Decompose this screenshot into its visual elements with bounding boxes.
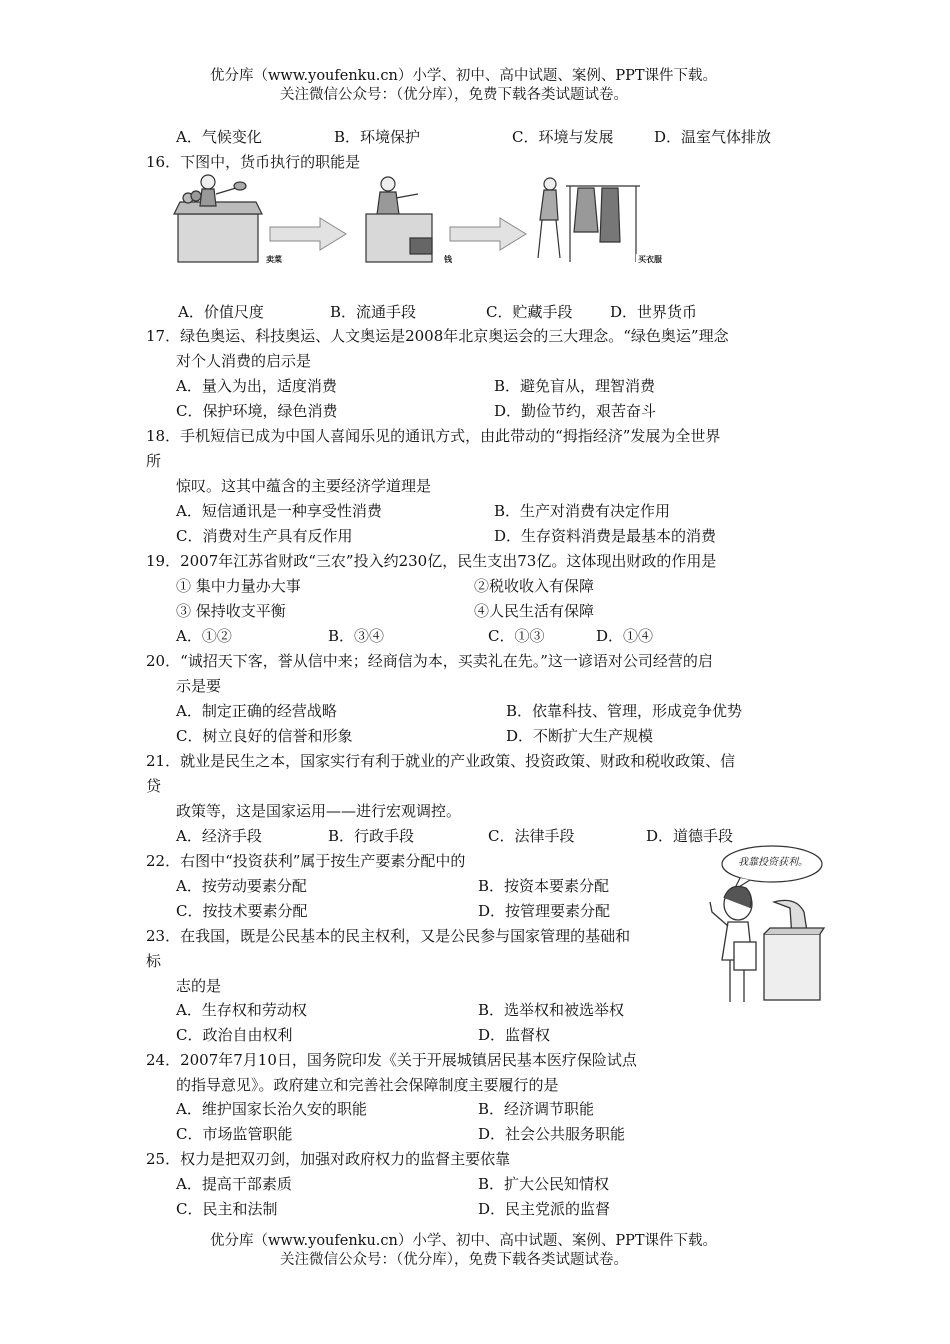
q15-option-c: C．环境与发展 [512, 128, 614, 146]
q16-caption-money: 钱 [444, 254, 452, 264]
q23-stem-line-2: 标 [146, 952, 162, 970]
q19-option-c: C．①③ [488, 627, 545, 645]
q25-option-c: C．民主和法制 [176, 1200, 278, 1218]
q17-option-b: B．避免盲从，理智消费 [494, 377, 656, 395]
q25-option-d: D．民主党派的监督 [478, 1200, 611, 1218]
arrow-2 [450, 218, 526, 250]
q17-stem-line-2: 对个人消费的启示是 [176, 352, 312, 370]
q19-item-3: ③ 保持收支平衡 [176, 602, 286, 620]
footer-line-1: 优分库（www.youfenku.cn）小学、初中、高中试题、案例、PPT课件下载。 [210, 1233, 718, 1249]
q22-stem: 22．右图中“投资获利”属于按生产要素分配中的 [146, 852, 466, 870]
q18-option-d: D．生存资料消费是最基本的消费 [494, 527, 717, 545]
q25-option-b: B．扩大公民知情权 [478, 1175, 610, 1193]
q24-stem-line-1: 24．2007年7月10日，国务院印发《关于开展城镇居民基本医疗保险试点 [146, 1051, 637, 1069]
q17-stem-line-1: 17．绿色奥运、科技奥运、人文奥运是2008年北京奥运会的三大理念。“绿色奥运”理念 [146, 327, 729, 345]
q20-option-a: A．制定正确的经营战略 [176, 702, 337, 720]
q19-option-d: D．①④ [596, 627, 654, 645]
q16-option-b: B．流通手段 [330, 303, 417, 321]
q18-option-b: B．生产对消费有决定作用 [494, 502, 671, 520]
q15-option-a: A．气候变化 [176, 128, 262, 146]
q24-option-a: A．维护国家长治久安的职能 [176, 1100, 367, 1118]
q22-option-b: B．按资本要素分配 [478, 877, 610, 895]
q19-item-1: ① 集中力量办大事 [176, 577, 301, 595]
q21-option-d: D．道德手段 [646, 827, 734, 845]
q18-option-c: C．消费对生产具有反作用 [176, 527, 353, 545]
q22-option-c: C．按技术要素分配 [176, 902, 308, 920]
footer-line-2: 关注微信公众号：（优分库），免费下载各类试题试卷。 [280, 1252, 628, 1268]
q21-option-b: B．行政手段 [328, 827, 415, 845]
q17-option-d: D．勤俭节约，艰苦奋斗 [494, 402, 657, 420]
q21-option-a: A．经济手段 [176, 827, 262, 845]
q16-money-illustration [170, 172, 690, 272]
q25-option-a: A．提高干部素质 [176, 1175, 292, 1193]
header-line-1: 优分库（www.youfenku.cn）小学、初中、高中试题、案例、PPT课件下载。 [210, 68, 718, 84]
q22-option-a: A．按劳动要素分配 [176, 877, 307, 895]
clothes-buying-figure [538, 178, 640, 262]
q20-option-c: C．树立良好的信誉和形象 [176, 727, 353, 745]
q18-stem-line-3: 惊叹。这其中蕴含的主要经济学道理是 [176, 477, 432, 495]
q20-option-b: B．依靠科技、管理，形成竞争优势 [506, 702, 743, 720]
vegetable-seller-figure [174, 175, 262, 262]
arrow-1 [270, 218, 346, 250]
q15-option-d: D．温室气体排放 [654, 128, 772, 146]
q23-stem-line-1: 23．在我国，既是公民基本的民主权利，又是公民参与国家管理的基础和 [146, 927, 631, 945]
q21-stem-line-1: 21．就业是民生之本，国家实行有利于就业的产业政策、投资政策、财政和税收政策、信 [146, 752, 736, 770]
q20-stem-line-2: 示是要 [176, 677, 222, 695]
q24-stem-line-2: 的指导意见》。政府建立和完善社会保障制度主要履行的是 [176, 1076, 559, 1094]
q20-stem-line-1: 20．“诚招天下客，誉从信中来；经商信为本，买卖礼在先。”这一谚语对公司经营的启 [146, 652, 713, 670]
q21-stem-line-3: 政策等，这是国家运用——进行宏观调控。 [176, 802, 462, 820]
q18-stem-line-2: 所 [146, 452, 162, 470]
q20-option-d: D．不断扩大生产规模 [506, 727, 654, 745]
header-line-2: 关注微信公众号：（优分库），免费下载各类试题试卷。 [280, 87, 628, 103]
q25-stem: 25．权力是把双刃剑，加强对政府权力的监督主要依靠 [146, 1150, 511, 1168]
q19-item-4: ④人民生活有保障 [474, 602, 595, 620]
q22-option-d: D．按管理要素分配 [478, 902, 611, 920]
q19-item-2: ②税收收入有保障 [474, 577, 595, 595]
q24-option-c: C．市场监管职能 [176, 1125, 293, 1143]
q16-option-c: C．贮藏手段 [486, 303, 573, 321]
q23-option-a: A．生存权和劳动权 [176, 1001, 307, 1019]
q16-option-d: D．世界货币 [610, 303, 698, 321]
q16-caption-clothes: 买衣服 [638, 254, 662, 264]
q17-option-a: A．量入为出，适度消费 [176, 377, 337, 395]
q17-option-c: C．保护环境，绿色消费 [176, 402, 338, 420]
q23-stem-line-3: 志的是 [176, 977, 222, 995]
q23-option-b: B．选举权和被选举权 [478, 1001, 625, 1019]
q21-stem-line-2: 贷 [146, 777, 162, 795]
q19-option-b: B．③④ [328, 627, 385, 645]
q22-speech-bubble: 我靠投资获利。 [738, 857, 808, 868]
q19-option-a: A．①② [176, 627, 232, 645]
money-holder-figure [366, 177, 432, 262]
q24-option-b: B．经济调节职能 [478, 1100, 595, 1118]
q18-stem-line-1: 18．手机短信已成为中国人喜闻乐见的通讯方式，由此带动的“拇指经济”发展为全世界 [146, 427, 721, 445]
q16-caption-vegetables: 卖菜 [266, 254, 282, 264]
q19-stem: 19．2007年江苏省财政“三农”投入约230亿，民生支出73亿。这体现出财政的作用是 [146, 552, 717, 570]
q18-option-a: A．短信通讯是一种享受性消费 [176, 502, 382, 520]
q15-option-b: B．环境保护 [334, 128, 421, 146]
q16-option-a: A．价值尺度 [178, 303, 264, 321]
q24-option-d: D．社会公共服务职能 [478, 1125, 626, 1143]
q16-stem: 16．下图中，货币执行的职能是 [146, 153, 361, 171]
q23-option-c: C．政治自由权利 [176, 1026, 293, 1044]
q21-option-c: C．法律手段 [488, 827, 575, 845]
q23-option-d: D．监督权 [478, 1026, 551, 1044]
